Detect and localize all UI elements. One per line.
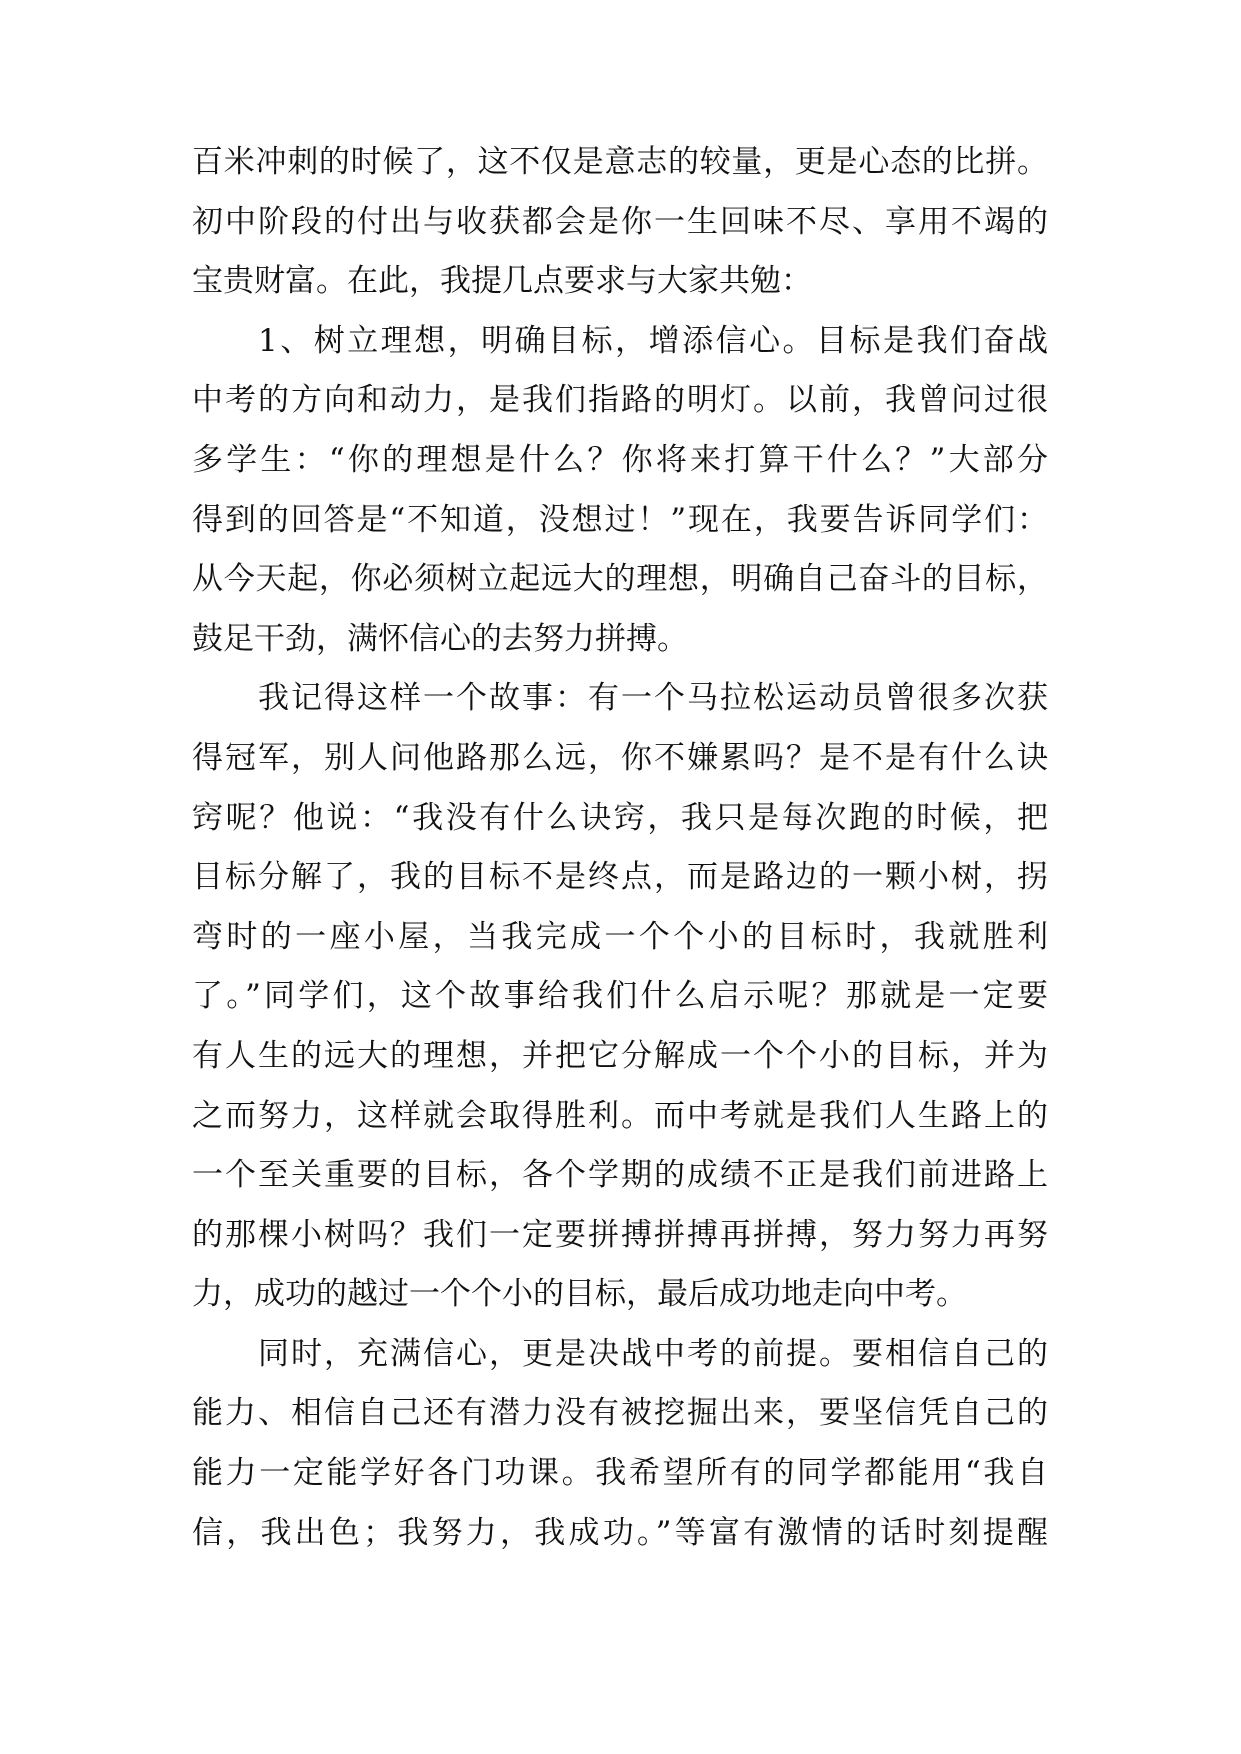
- document-page: [192, 133, 1048, 1563]
- document-body: [192, 133, 1048, 1563]
- text-line: 鼓足干劲，满怀信心的去努力拼搏。: [192, 620, 688, 657]
- text-line: 之而努力，这样就会取得胜利。而中考就是我们人生路上的: [192, 1097, 1048, 1134]
- text-line: 我记得这样一个故事：有一个马拉松运动员曾很多次获: [258, 680, 1048, 717]
- text-line: 初中阶段的付出与收获都会是你一生回味不尽、享用不竭的: [192, 203, 1048, 240]
- text-line: 一个至关重要的目标，各个学期的成绩不正是我们前进路上: [192, 1157, 1048, 1194]
- text-line: 有人生的远大的理想，并把它分解成一个个小的目标，并为: [192, 1037, 1048, 1074]
- text-line: 从今天起，你必须树立起远大的理想，明确自己奋斗的目标，: [192, 561, 1048, 598]
- text-line: 多学生：“你的理想是什么？你将来打算干什么？”大部分: [192, 441, 1048, 478]
- text-line: 得冠军，别人问他路那么远，你不嫌累吗？是不是有什么诀: [192, 739, 1048, 776]
- text-line: 了。”同学们，这个故事给我们什么启示呢？那就是一定要: [192, 978, 1048, 1015]
- text-line: 窍呢？他说：“我没有什么诀窍，我只是每次跑的时候，把: [192, 799, 1048, 836]
- text-line: 目标分解了，我的目标不是终点，而是路边的一颗小树，拐: [192, 859, 1048, 896]
- text-line: 1、树立理想，明确目标，增添信心。目标是我们奋战: [258, 322, 1048, 359]
- text-line: 的那棵小树吗？我们一定要拼搏拼搏再拼搏，努力努力再努: [192, 1216, 1048, 1253]
- text-line: 宝贵财富。在此，我提几点要求与大家共勉：: [192, 263, 812, 300]
- text-line: 力，成功的越过一个个小的目标，最后成功地走向中考。: [192, 1276, 967, 1313]
- text-line: 能力、相信自己还有潜力没有被挖掘出来，要坚信凭自己的: [192, 1395, 1048, 1432]
- text-line: 中考的方向和动力，是我们指路的明灯。以前，我曾问过很: [192, 382, 1048, 419]
- text-line: 百米冲刺的时候了，这不仅是意志的较量，更是心态的比拼。: [192, 144, 1048, 180]
- text-line: 得到的回答是“不知道，没想过！”现在，我要告诉同学们：: [192, 501, 1048, 538]
- text-line: 能力一定能学好各门功课。我希望所有的同学都能用“我自: [192, 1455, 1048, 1492]
- text-line: 弯时的一座小屋，当我完成一个个小的目标时，我就胜利: [192, 918, 1048, 955]
- text-line: 信，我出色；我努力，我成功。”等富有激情的话时刻提醒: [192, 1514, 1048, 1551]
- text-line: 同时，充满信心，更是决战中考的前提。要相信自己的: [258, 1335, 1048, 1372]
